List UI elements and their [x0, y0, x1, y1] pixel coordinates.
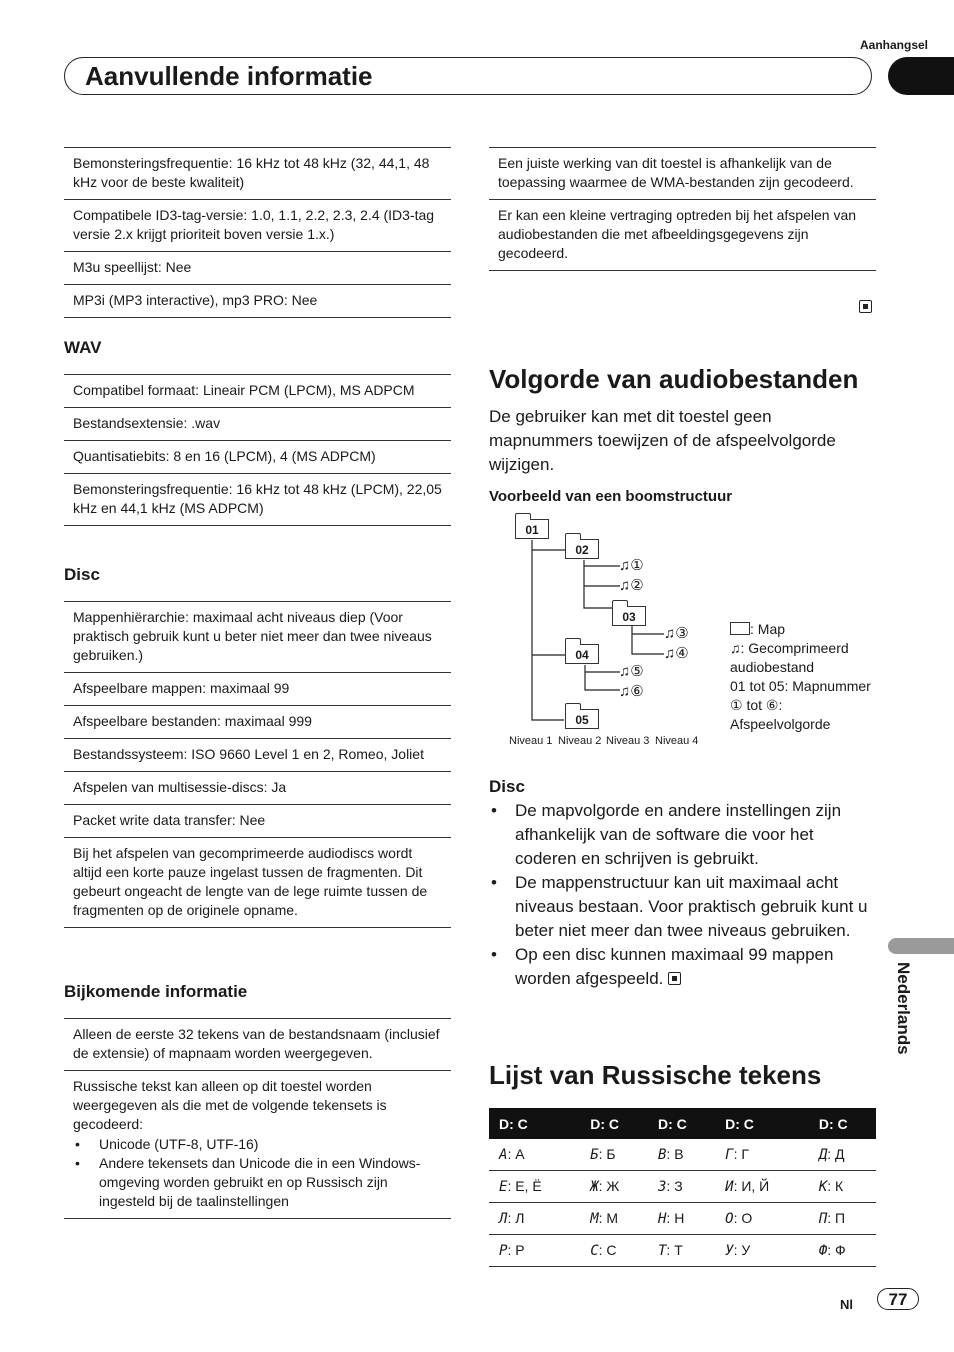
display-glyph: Г: [725, 1147, 734, 1163]
char-cell: C: С: [580, 1235, 648, 1267]
music-note-icon: ♫: [619, 577, 631, 594]
folder-03: 03: [612, 606, 646, 626]
display-glyph: З: [657, 1179, 667, 1195]
display-glyph: K: [818, 1179, 828, 1195]
music-note-icon: ♫: [619, 683, 631, 700]
display-glyph: A: [499, 1147, 508, 1163]
display-glyph: У: [725, 1243, 734, 1259]
level-label: Niveau 1: [509, 735, 553, 747]
table-row: Bestandssysteem: ISO 9660 Level 1 en 2, Romeo, Joliet: [64, 739, 451, 772]
table-row: M3u speellijst: Nee: [64, 252, 451, 285]
table-row: Afspelen van multisessie-discs: Ja: [64, 772, 451, 805]
disc-heading-right: Disc: [489, 777, 525, 796]
char-cell: O: О: [715, 1203, 809, 1235]
display-glyph: P: [499, 1243, 508, 1259]
list-item: • Andere tekensets dan Unicode die in een Windows-omgeving worden gebruikt en op Russisch zijn ingesteld bij de taalinstellingen: [99, 1154, 442, 1211]
table-row: Packet write data transfer: Nee: [64, 805, 451, 838]
file-5: [619, 663, 644, 681]
list-item: • Op een disc kunnen maximaal 99 mappen worden afgespeeld.: [491, 945, 834, 988]
column-header: D: C: [809, 1108, 876, 1139]
table-row: Afspeelbare bestanden: maximaal 999: [64, 706, 451, 739]
display-glyph: П: [818, 1211, 828, 1227]
legend-order: ① tot ⑥: Afspeelvolgorde: [730, 697, 831, 732]
table-row: Compatibel formaat: Lineair PCM (LPCM), MS ADPCM: [64, 375, 451, 408]
char-cell: Ф: Ф: [809, 1235, 876, 1267]
char-cell: Б: Б: [580, 1139, 648, 1171]
char-cell: П: П: [809, 1203, 876, 1235]
file-1: [619, 557, 644, 575]
extra-info-heading: Bijkomende informatie: [64, 982, 248, 1001]
display-glyph: O: [725, 1211, 734, 1227]
russian-heading: Lijst van Russische tekens: [489, 1060, 822, 1090]
display-glyph: B: [657, 1147, 667, 1163]
file-3: [664, 625, 689, 643]
char-cell: Д: Д: [809, 1139, 876, 1171]
music-note-icon: ♫: [619, 663, 631, 680]
column-header: D: C: [648, 1108, 715, 1139]
column-header: D: C: [489, 1108, 580, 1139]
wav-heading: WAV: [64, 338, 102, 357]
table-row: [489, 1139, 876, 1171]
display-glyph: H: [657, 1211, 667, 1227]
tree-heading: Voorbeeld van een boomstructuur: [489, 488, 733, 505]
table-row-text: Russische tekst kan alleen op dit toestel worden weergegeven als die met de volgende tekensets is gecodeerd:: [73, 1078, 387, 1132]
display-glyph: C: [590, 1243, 599, 1259]
folder-02: 02: [565, 539, 599, 559]
display-glyph: Л: [499, 1211, 508, 1227]
char-cell: Л: Л: [489, 1203, 580, 1235]
legend-file: ♫: Gecomprimeerd audiobestand: [730, 640, 849, 675]
table-row: MP3i (MP3 interactive), mp3 PRO: Nee: [64, 285, 451, 318]
tree-legend: [730, 620, 880, 734]
table-row: Bemonsteringsfrequentie: 16 kHz tot 48 kHz (32, 44,1, 48 kHz voor de beste kwaliteit): [64, 148, 451, 200]
file-4-number: ④: [675, 645, 689, 662]
table-row: Mappenhiërarchie: maximaal acht niveaus diep (Voor praktisch gebruik kunt u beter niet meer dan twee niveaus gebruiken.): [64, 602, 451, 673]
list-item: • De mappenstructuur kan uit maximaal acht niveaus bestaan. Voor praktisch gebruik kunt u beter niet meer dan twee niveaus gebruiken.: [491, 873, 868, 940]
table-row: Bij het afspelen van gecomprimeerde audiodiscs wordt altijd een korte pauze ingelast tussen de fragmenten. Dit gebeurt ongeacht de lengte van de lege ruimte tussen de fragmenten op de originele opname.: [64, 838, 451, 928]
char-cell: У: У: [715, 1235, 809, 1267]
section-label: Aanhangsel: [859, 38, 928, 52]
file-6-number: ⑥: [630, 683, 644, 700]
table-row: Alleen de eerste 32 tekens van de bestandsnaam (inclusief de extensie) of mapnaam worden weergegeven.: [64, 1019, 451, 1071]
file-6: [619, 683, 644, 701]
char-cell: З: З: [648, 1171, 715, 1203]
display-glyph: E: [499, 1179, 508, 1195]
legend-folders: 01 tot 05: Mapnummer: [730, 678, 871, 694]
language-tab-label: Nederlands: [894, 962, 913, 1055]
table-row: Afspeelbare mappen: maximaal 99: [64, 673, 451, 706]
language-code: Nl: [840, 1297, 853, 1312]
music-note-icon: ♫: [619, 557, 631, 574]
char-cell: Ж: Ж: [580, 1171, 648, 1203]
file-2-number: ②: [630, 577, 644, 594]
legend-map: : Map: [730, 620, 880, 639]
file-4: [664, 645, 689, 663]
column-header: D: C: [580, 1108, 648, 1139]
disc-heading-left: Disc: [64, 565, 100, 584]
table-header-row: [489, 1108, 876, 1139]
chapter-title: Aanvullende informatie: [85, 61, 373, 91]
table-row: Bemonsteringsfrequentie: 16 kHz tot 48 kHz (LPCM), 22,05 kHz en 44,1 kHz (MS ADPCM): [64, 474, 451, 526]
table-row: Bestandsextensie: .wav: [64, 408, 451, 441]
char-cell: P: Р: [489, 1235, 580, 1267]
display-glyph: M: [590, 1211, 599, 1227]
file-3-number: ③: [675, 625, 689, 642]
folder-05: 05: [565, 709, 599, 729]
list-item: • De mapvolgorde en andere instellingen zijn afhankelijk van de software die voor het coderen en schrijven is gebruikt.: [491, 801, 842, 868]
char-cell: И: И, Й: [715, 1171, 809, 1203]
column-header: D: C: [715, 1108, 809, 1139]
display-glyph: И: [725, 1179, 734, 1195]
char-cell: K: К: [809, 1171, 876, 1203]
char-cell: T: Т: [648, 1235, 715, 1267]
order-text: De gebruiker kan met dit toestel geen mapnummers toewijzen of de afspeelvolgorde wijzigen.: [489, 407, 836, 474]
char-cell: A: А: [489, 1139, 580, 1171]
file-1-number: ①: [630, 557, 644, 574]
display-glyph: T: [657, 1243, 667, 1259]
music-note-icon: ♫: [664, 625, 676, 642]
table-row: [489, 1235, 876, 1267]
folder-04: 04: [565, 644, 599, 664]
disc-bullet-list: [489, 799, 879, 991]
display-glyph: Ж: [590, 1179, 599, 1195]
order-heading: Volgorde van audiobestanden: [489, 364, 859, 394]
end-of-section-icon: [668, 972, 681, 985]
music-note-icon: ♫: [730, 640, 741, 656]
list-item: • Unicode (UTF-8, UTF-16): [99, 1135, 442, 1154]
table-row: [489, 1171, 876, 1203]
table-row: Compatibele ID3-tag-versie: 1.0, 1.1, 2.2, 2.3, 2.4 (ID3-tag versie 2.x krijgt prioriteit boven versie 1.x.): [64, 200, 451, 252]
folder-01: 01: [515, 519, 549, 539]
file-2: [619, 577, 644, 595]
table-row: Er kan een kleine vertraging optreden bij het afspelen van audiobestanden die met afbeeldingsgegevens zijn gecodeerd.: [489, 200, 876, 271]
page-number: 77: [877, 1288, 919, 1310]
file-5-number: ⑤: [630, 663, 644, 680]
table-row: Quantisatiebits: 8 en 16 (LPCM), 4 (MS ADPCM): [64, 441, 451, 474]
char-cell: M: М: [580, 1203, 648, 1235]
level-label: Niveau 4: [655, 735, 699, 747]
display-glyph: Д: [818, 1147, 828, 1163]
char-cell: B: В: [648, 1139, 715, 1171]
display-glyph: Б: [590, 1147, 599, 1163]
music-note-icon: ♫: [664, 645, 676, 662]
level-label: Niveau 2: [558, 735, 602, 747]
char-cell: E: Е, Ё: [489, 1171, 580, 1203]
folder-icon: [730, 622, 750, 635]
display-glyph: Ф: [818, 1243, 828, 1259]
char-cell: Г: Г: [715, 1139, 809, 1171]
table-row: Een juiste werking van dit toestel is afhankelijk van de toepassing waarmee de WMA-bestanden zijn gecodeerd.: [489, 148, 876, 200]
char-cell: H: Н: [648, 1203, 715, 1235]
level-label: Niveau 3: [606, 735, 650, 747]
russian-char-table: [489, 1108, 876, 1267]
table-row: [489, 1203, 876, 1235]
